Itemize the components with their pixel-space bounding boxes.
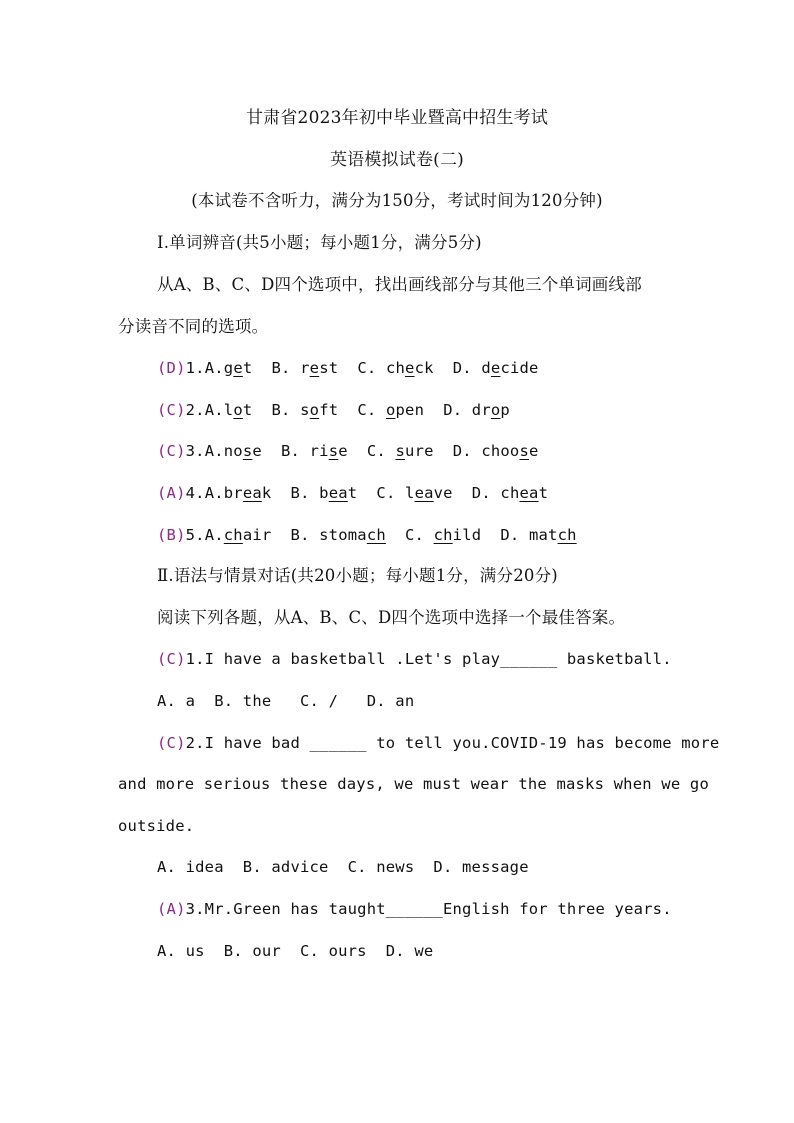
word-part: t bbox=[538, 484, 549, 502]
question-stem: 3.Mr.Green has taught______English for three years. bbox=[185, 900, 672, 918]
word-part: g bbox=[223, 359, 234, 377]
question-stem: 2.I have bad ______ to tell you.COVID-19 has become more bbox=[185, 734, 720, 752]
word-part: br bbox=[223, 484, 243, 502]
option-label: D. bbox=[452, 359, 482, 377]
underlined-part: e bbox=[405, 359, 415, 377]
answer-mark: (C) bbox=[157, 442, 186, 460]
underlined-part: o bbox=[385, 401, 396, 419]
phonetics-question bbox=[157, 400, 510, 420]
option bbox=[291, 526, 386, 544]
section2-heading: Ⅱ.语法与情景对话(共20小题；每小题1分，满分20分) bbox=[157, 566, 558, 585]
word-part: ure bbox=[405, 442, 434, 460]
option bbox=[453, 359, 539, 377]
underlined-part: ea bbox=[242, 484, 262, 502]
grammar-question-2-cont2: outside. bbox=[118, 817, 195, 835]
option-label: D. bbox=[500, 526, 529, 544]
option-label: C. bbox=[376, 484, 406, 502]
section1-instruction: 从A、B、C、D四个选项中，找出画线部分与其他三个单词画线部 bbox=[157, 275, 642, 294]
section1-heading: Ⅰ.单词辨音(共5小题；每小题1分，满分5分) bbox=[157, 233, 482, 252]
option bbox=[281, 442, 348, 460]
option bbox=[405, 526, 481, 544]
option-label: D. bbox=[471, 484, 501, 502]
option-label: C. bbox=[357, 359, 386, 377]
option-label: A. bbox=[204, 442, 224, 460]
option-label: B. bbox=[271, 359, 301, 377]
word-part: t bbox=[242, 401, 253, 419]
option bbox=[500, 526, 576, 544]
word-part: l bbox=[223, 401, 234, 419]
option-label: C. bbox=[357, 401, 386, 419]
grammar-question-2-cont: and more serious these days, we must wear the masks when we go bbox=[118, 775, 709, 793]
option-label: B. bbox=[271, 401, 301, 419]
option-label: D. bbox=[452, 442, 482, 460]
word-part: s bbox=[300, 401, 310, 419]
underlined-part: ea bbox=[414, 484, 434, 502]
word-part: e bbox=[252, 442, 262, 460]
word-part: choo bbox=[481, 442, 520, 460]
grammar-question-2 bbox=[157, 733, 719, 753]
option bbox=[367, 442, 434, 460]
option bbox=[291, 484, 358, 502]
question-number: 4. bbox=[185, 484, 205, 502]
answer-mark: (D) bbox=[157, 359, 186, 377]
option bbox=[357, 401, 424, 419]
option bbox=[271, 401, 338, 419]
underlined-part: s bbox=[328, 442, 339, 460]
option bbox=[205, 526, 272, 544]
underlined-part: e bbox=[490, 359, 501, 377]
word-part: e bbox=[338, 442, 348, 460]
underlined-part: e bbox=[309, 359, 320, 377]
underlined-part: ea bbox=[328, 484, 348, 502]
underlined-part: ch bbox=[557, 526, 577, 544]
question-number: 1. bbox=[185, 359, 205, 377]
grammar-question-1 bbox=[157, 649, 672, 669]
word-part: ve bbox=[433, 484, 453, 502]
option-label: A. bbox=[204, 401, 224, 419]
answer-mark: (A) bbox=[157, 484, 186, 502]
phonetics-question bbox=[157, 483, 548, 503]
word-part: e bbox=[529, 442, 539, 460]
section1-instruction-cont: 分读音不同的选项。 bbox=[118, 317, 269, 336]
underlined-part: ch bbox=[366, 526, 386, 544]
option bbox=[205, 484, 272, 502]
word-part: stoma bbox=[319, 526, 367, 544]
exam-subtitle: 英语模拟试卷(二) bbox=[329, 150, 465, 170]
grammar-question-3 bbox=[157, 899, 672, 919]
option-label: A. bbox=[204, 359, 224, 377]
option bbox=[205, 359, 253, 377]
option bbox=[376, 484, 452, 502]
word-part: d bbox=[481, 359, 491, 377]
phonetics-question bbox=[157, 525, 577, 545]
underlined-part: s bbox=[395, 442, 406, 460]
exam-note: (本试卷不含听力，满分为150分，考试时间为120分钟) bbox=[191, 191, 603, 210]
answer-mark: (C) bbox=[157, 734, 186, 752]
underlined-part: ch bbox=[433, 526, 453, 544]
word-part: l bbox=[405, 484, 415, 502]
word-part: cide bbox=[500, 359, 539, 377]
option-label: A. bbox=[204, 526, 224, 544]
option-label: B. bbox=[290, 526, 320, 544]
underlined-part: o bbox=[233, 401, 243, 419]
option bbox=[443, 401, 510, 419]
answer-mark: (C) bbox=[157, 650, 186, 668]
grammar-question-3-options: A. us B. our C. ours D. we bbox=[157, 942, 434, 960]
word-part: t bbox=[242, 359, 253, 377]
word-part: ri bbox=[309, 442, 329, 460]
word-part: k bbox=[261, 484, 272, 502]
option-label: A. bbox=[204, 484, 224, 502]
word-part: t bbox=[347, 484, 358, 502]
underlined-part: e bbox=[233, 359, 243, 377]
option bbox=[205, 442, 262, 460]
option-label: C. bbox=[366, 442, 396, 460]
option bbox=[205, 401, 253, 419]
answer-mark: (B) bbox=[157, 526, 186, 544]
underlined-part: ch bbox=[223, 526, 243, 544]
section2-instruction: 阅读下列各题，从A、B、C、D四个选项中选择一个最佳答案。 bbox=[157, 608, 626, 627]
word-part: air bbox=[242, 526, 272, 544]
word-part: ft bbox=[319, 401, 339, 419]
option-label: B. bbox=[290, 484, 320, 502]
word-part: st bbox=[319, 359, 339, 377]
phonetics-question bbox=[157, 358, 539, 378]
option-label: B. bbox=[281, 442, 310, 460]
word-part: ch bbox=[500, 484, 520, 502]
word-part: p bbox=[500, 401, 510, 419]
option bbox=[472, 484, 548, 502]
option-label: D. bbox=[443, 401, 472, 419]
word-part: mat bbox=[528, 526, 558, 544]
option-label: C. bbox=[404, 526, 434, 544]
grammar-question-1-options: A. a B. the C. / D. an bbox=[157, 692, 415, 710]
question-number: 5. bbox=[185, 526, 205, 544]
word-part: dr bbox=[471, 401, 491, 419]
option bbox=[357, 359, 433, 377]
word-part: b bbox=[319, 484, 329, 502]
word-part: pen bbox=[395, 401, 425, 419]
word-part: r bbox=[300, 359, 310, 377]
question-number: 2. bbox=[185, 401, 205, 419]
option bbox=[271, 359, 338, 377]
word-part: ild bbox=[452, 526, 482, 544]
underlined-part: o bbox=[490, 401, 501, 419]
question-number: 3. bbox=[185, 442, 205, 460]
question-stem: 1.I have a basketball .Let's play______ basketball. bbox=[185, 650, 672, 668]
word-part: no bbox=[223, 442, 243, 460]
underlined-part: o bbox=[309, 401, 320, 419]
grammar-question-2-options: A. idea B. advice C. news D. message bbox=[157, 858, 529, 876]
answer-mark: (C) bbox=[157, 401, 186, 419]
underlined-part: ea bbox=[519, 484, 539, 502]
word-part: ck bbox=[414, 359, 434, 377]
option bbox=[453, 442, 539, 460]
word-part: ch bbox=[385, 359, 406, 377]
phonetics-question bbox=[157, 441, 539, 461]
exam-title: 甘肃省2023年初中毕业暨高中招生考试 bbox=[245, 108, 549, 128]
underlined-part: s bbox=[242, 442, 253, 460]
underlined-part: s bbox=[519, 442, 530, 460]
answer-mark: (A) bbox=[157, 900, 186, 918]
